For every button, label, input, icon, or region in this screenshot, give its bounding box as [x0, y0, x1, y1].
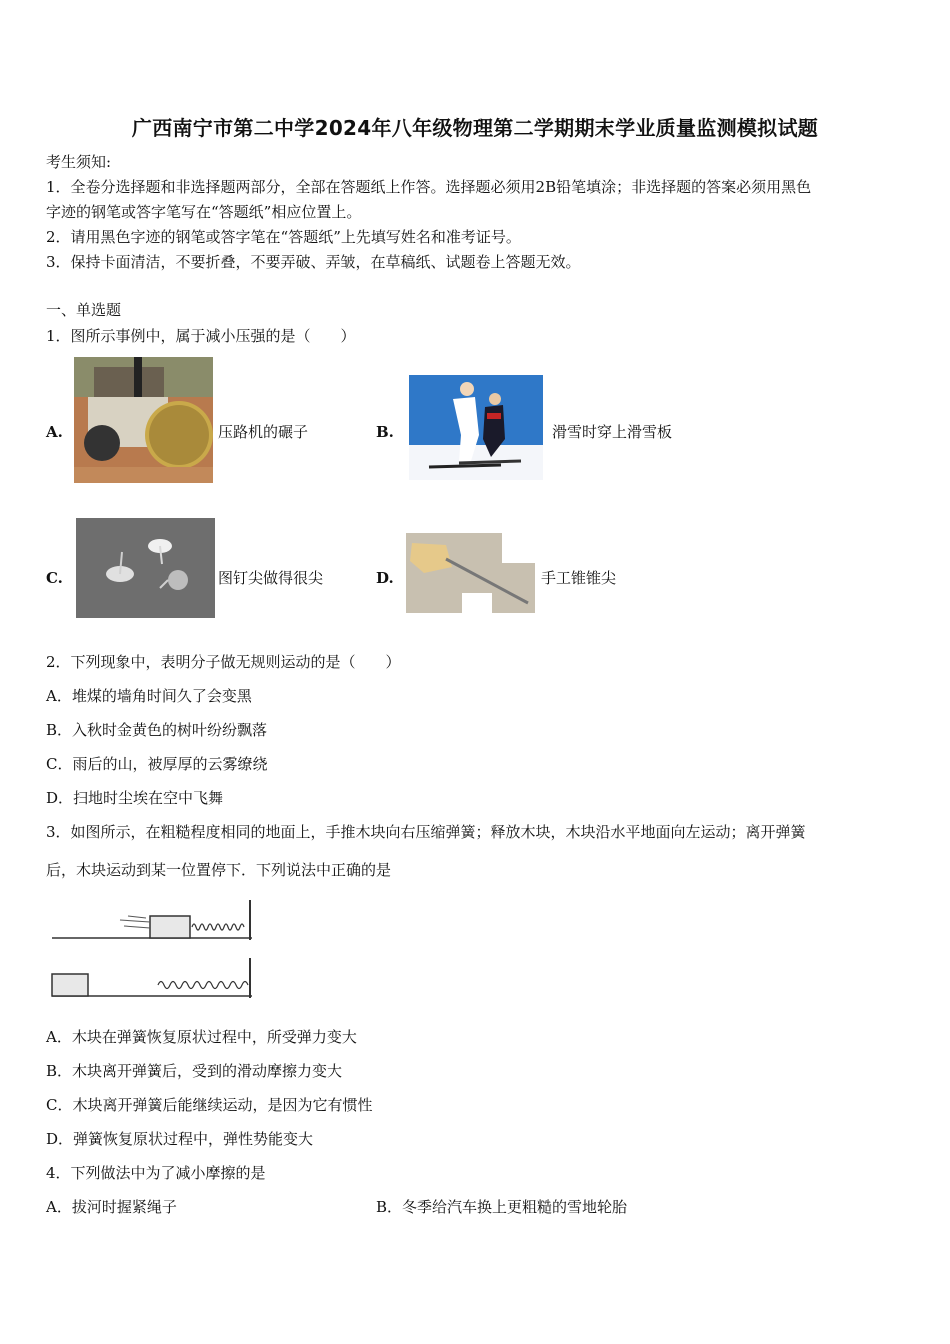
q3-option-b: B．木块离开弹簧后，受到的滑动摩擦力变大	[46, 1062, 343, 1080]
q2-stem: 2．下列现象中，表明分子做无规则运动的是（ ）	[46, 653, 401, 671]
q1-option-a-text: 压路机的碾子	[218, 423, 309, 441]
thumbtack-image	[76, 518, 215, 618]
skiing-image	[409, 375, 543, 480]
q1-option-c-text: 图钉尖做得很尖	[218, 569, 324, 587]
q4-option-a: A．拔河时握紧绳子	[46, 1198, 177, 1216]
notice-heading: 考生须知:	[46, 153, 112, 171]
q2-option-b: B．入秋时金黄色的树叶纷纷飘落	[46, 721, 268, 739]
q1-option-d-letter: D.	[376, 569, 394, 587]
q4-option-b: B．冬季给汽车换上更粗糙的雪地轮胎	[376, 1198, 628, 1216]
q1-stem: 1．图所示事例中，属于减小压强的是（ ）	[46, 327, 356, 345]
q2-option-c: C．雨后的山，被厚厚的云雾缭绕	[46, 755, 268, 773]
q1-option-b-letter: B.	[376, 423, 394, 441]
section-heading: 一、单选题	[46, 301, 122, 319]
q1-option-a-letter: A.	[46, 423, 63, 441]
q2-option-a: A．堆煤的墙角时间久了会变黑	[46, 687, 252, 705]
notice-item-1-cont: 字迹的钢笔或答字笔写在“答题纸”相应位置上。	[46, 203, 362, 221]
page-title: 广西南宁市第二中学2024年八年级物理第二学期期末学业质量监测模拟试题	[131, 116, 819, 140]
awl-image	[406, 533, 535, 613]
q1-option-d-text: 手工锥锥尖	[541, 569, 617, 587]
q2-option-d: D．扫地时尘埃在空中飞舞	[46, 789, 224, 807]
q4-stem: 4．下列做法中为了减小摩擦的是	[46, 1164, 266, 1182]
notice-item-1: 1．全卷分选择题和非选择题两部分，全部在答题纸上作答。选择题必须用2B铅笔填涂；非选择题的答案必须用黑色	[46, 178, 812, 196]
q3-option-d: D．弹簧恢复原状过程中，弹性势能变大	[46, 1130, 314, 1148]
road-roller-image	[74, 357, 213, 483]
q3-stem-line2: 后，木块运动到某一位置停下．下列说法中正确的是	[46, 861, 392, 879]
notice-item-2: 2．请用黑色字迹的钢笔或答字笔在“答题纸”上先填写姓名和准考证号。	[46, 228, 521, 246]
q3-stem-line1: 3．如图所示，在粗糙程度相同的地面上，手推木块向右压缩弹簧；释放木块，木块沿水平地面向左运动；离开弹簧	[46, 823, 806, 841]
spring-block-diagram	[46, 896, 258, 1006]
q1-option-c-letter: C.	[46, 569, 63, 587]
q3-option-c: C．木块离开弹簧后能继续运动，是因为它有惯性	[46, 1096, 373, 1114]
q1-option-b-text: 滑雪时穿上滑雪板	[552, 423, 673, 441]
notice-item-3: 3．保持卡面清洁，不要折叠，不要弄破、弄皱，在草稿纸、试题卷上答题无效。	[46, 253, 581, 271]
q3-option-a: A．木块在弹簧恢复原状过程中，所受弹力变大	[46, 1028, 357, 1046]
